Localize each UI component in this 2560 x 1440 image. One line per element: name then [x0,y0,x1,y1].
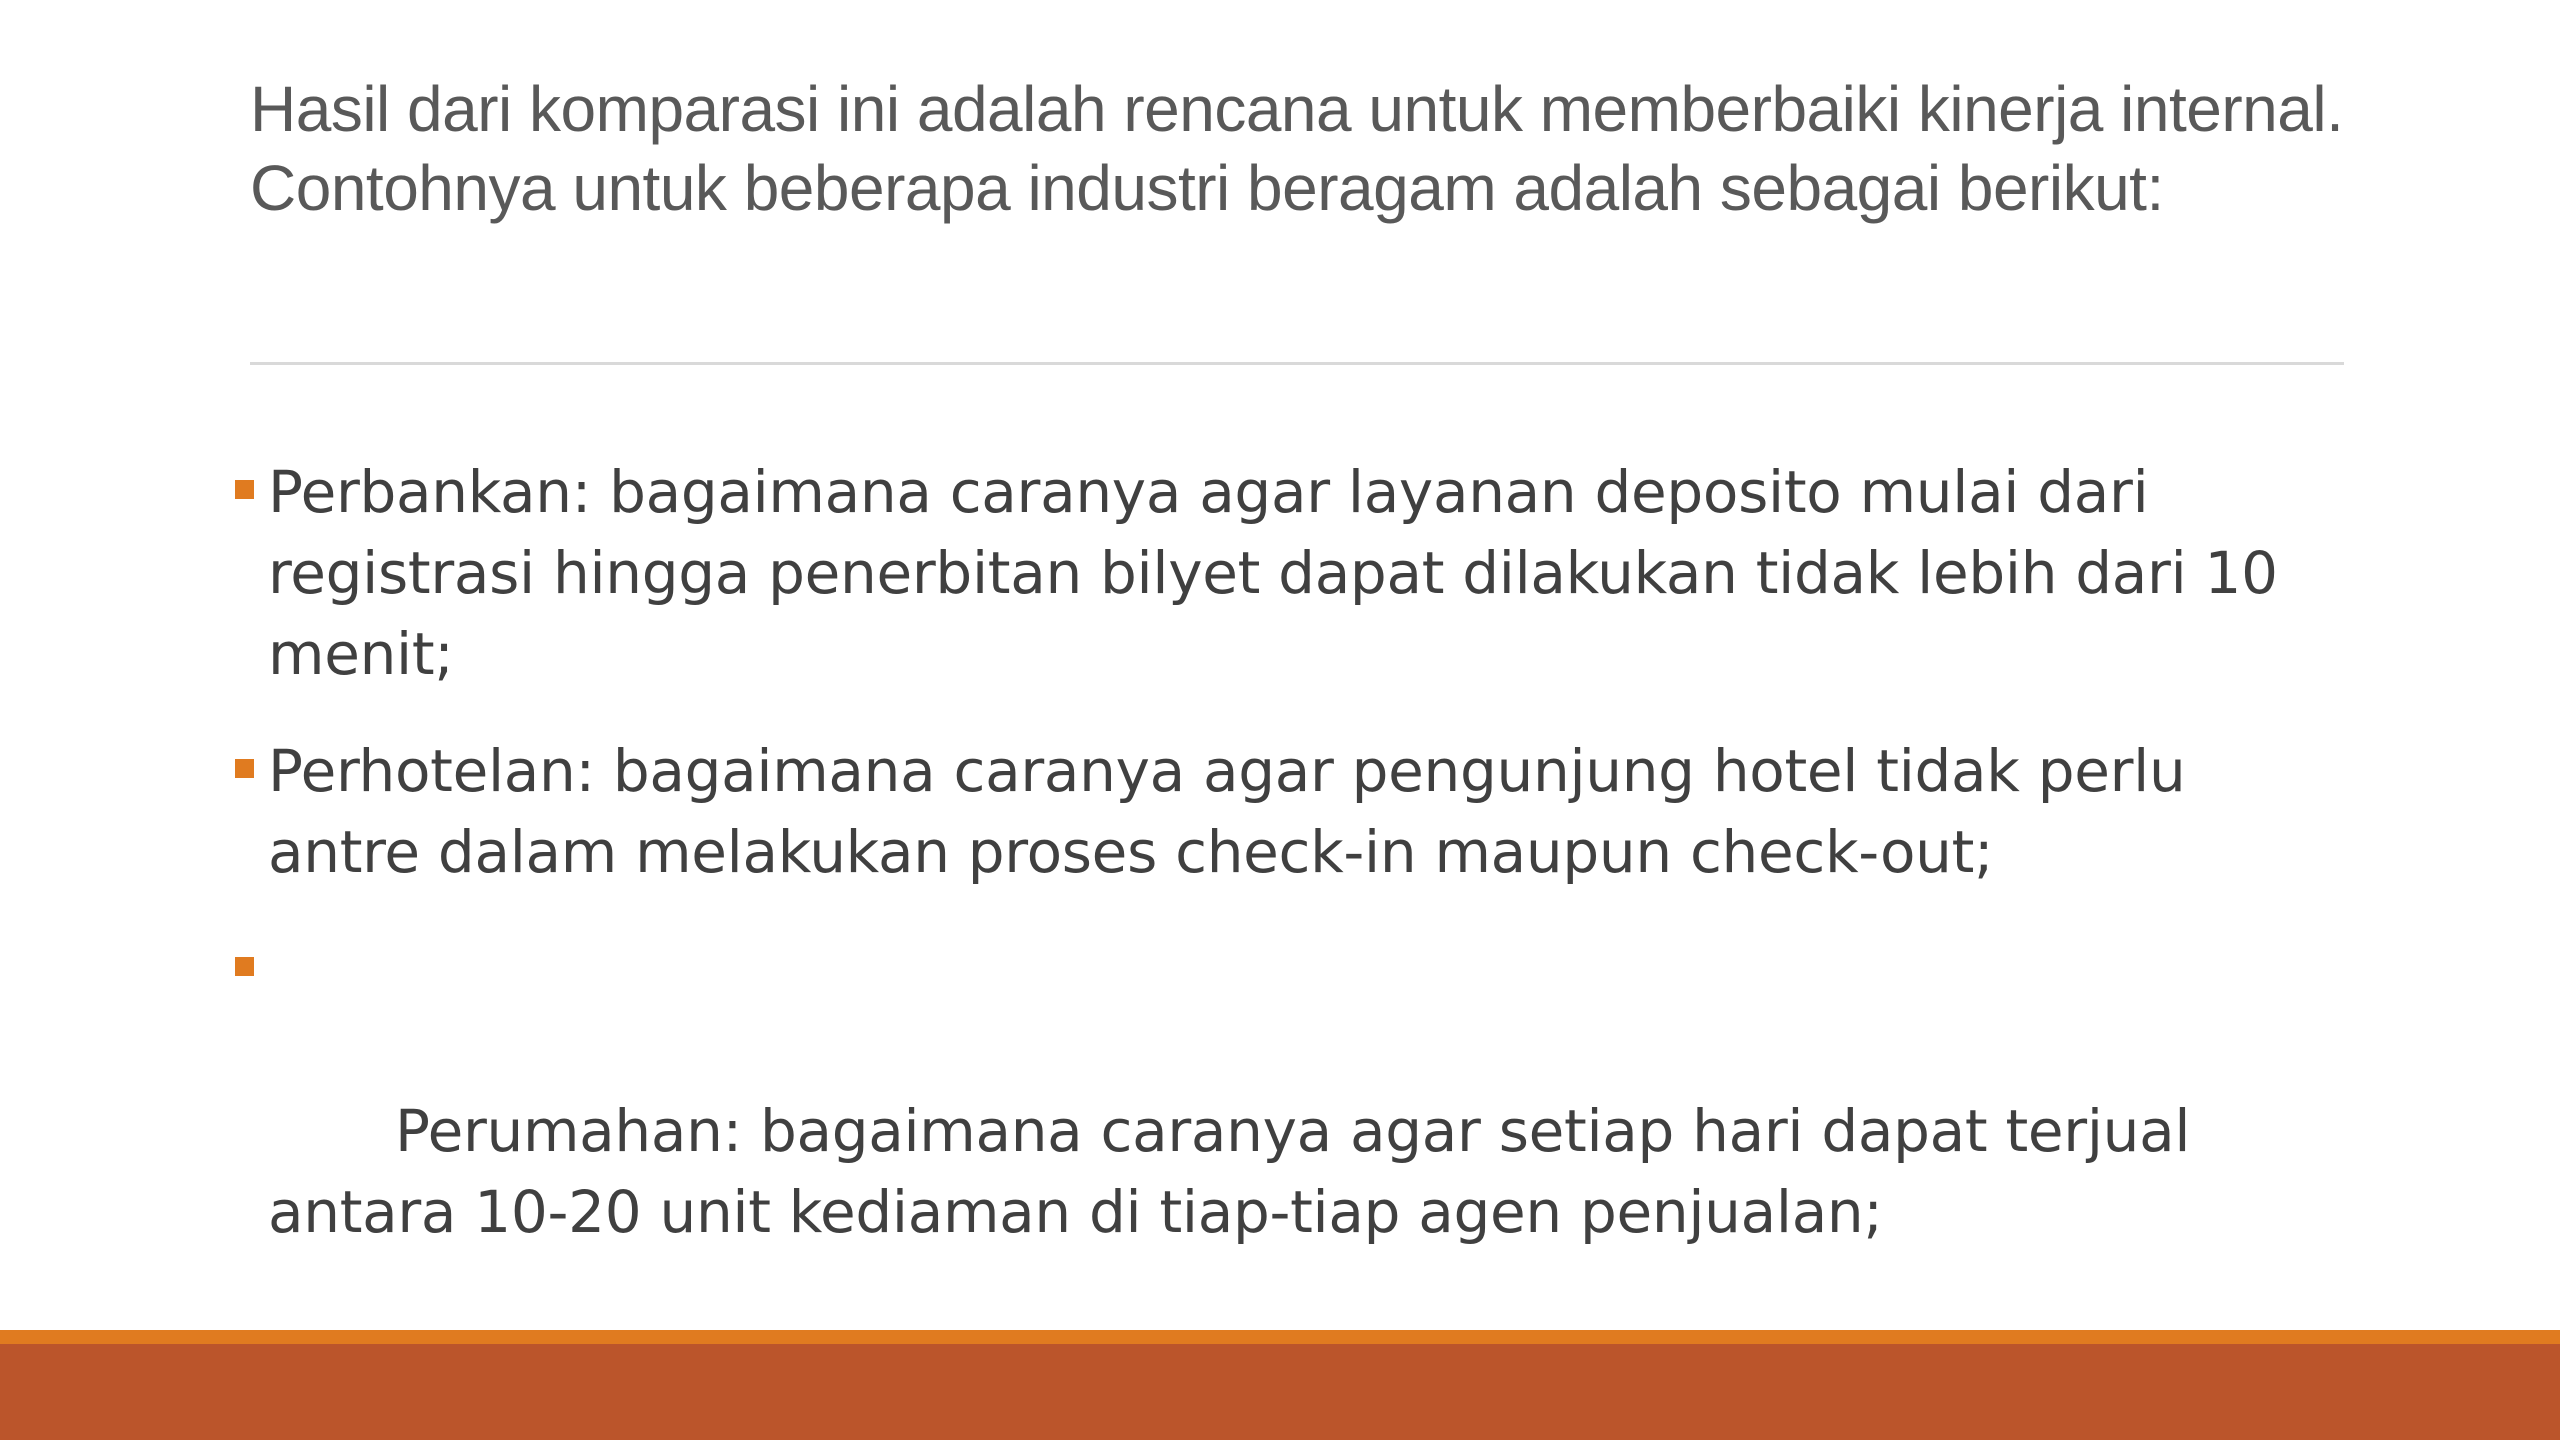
square-bullet-icon [235,957,254,976]
footer-accent-stripe [0,1330,2560,1344]
bullet-item-housing [232,929,2352,1334]
square-bullet-icon [235,480,254,499]
title-divider [250,362,2344,365]
bullet-item-hospitality [232,731,2352,893]
bullet-text: Perbankan: bagaimana caranya agar layanan deposito mulai dari registrasi hingga penerbitan bilyet dapat dilakukan tidak lebih dari 10 menit; [268,458,2278,688]
bullet-text: Perhotelan: bagaimana caranya agar pengunjung hotel tidak perlu antre dalam melakukan proses check-in maupun check-out; [268,737,2186,886]
bullet-item-banking [232,452,2352,695]
square-bullet-icon [235,759,254,778]
bullet-list [232,452,2352,1370]
bullet-text: Perumahan: bagaimana caranya agar setiap hari dapat terjual antara 10-20 unit kediaman di tiap-tiap agen penjualan; [268,1097,2209,1246]
slide-title: Hasil dari komparasi ini adalah rencana untuk memberbaiki kinerja internal. Contohnya untuk beberapa industri beragam adalah sebagai berikut: [250,73,2344,224]
footer-band [0,1344,2560,1440]
